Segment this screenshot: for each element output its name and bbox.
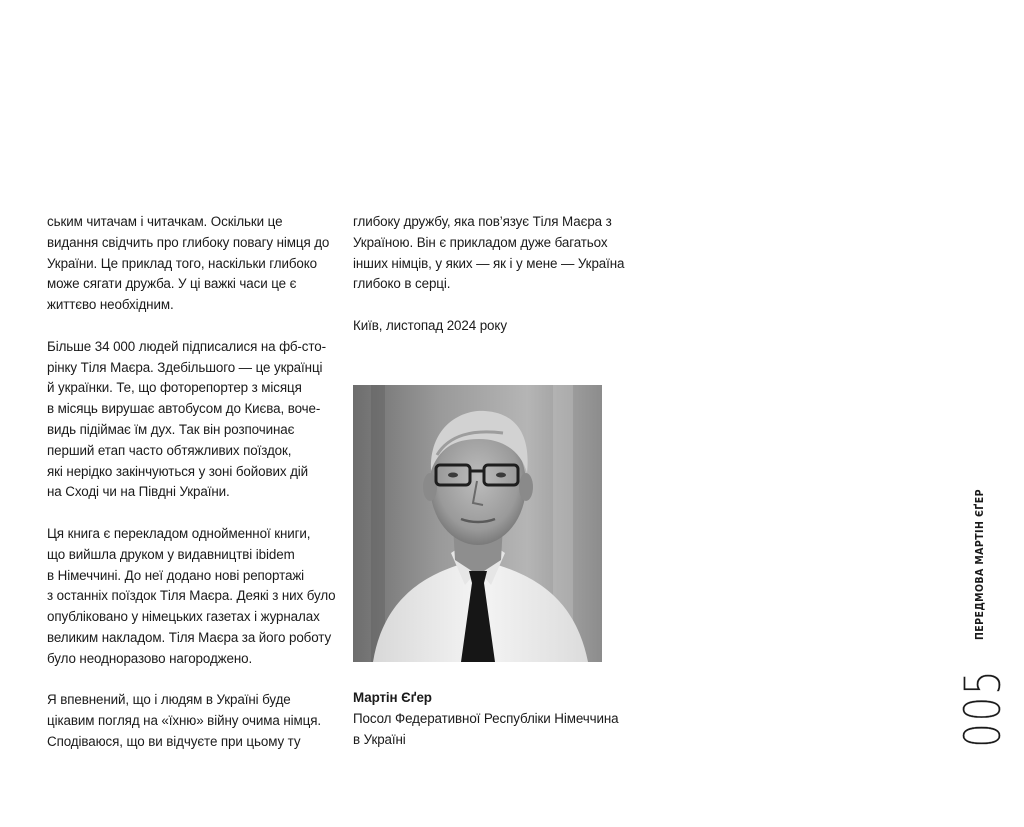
text-line: на Сході чи на Півдні України. [47,484,230,500]
text-line: було неодноразово нагороджено. [47,650,253,666]
text-line: глибоку дружбу, яка пов’язує Тіля Маєра з [353,214,612,229]
text-line: що вийшла друком у видавництві ibidem [47,546,295,562]
text-line: з останніх поїздок Тіля Маєра. Деякі з них було [47,588,336,604]
paragraph [47,524,336,670]
text-line: України. Це приклад того, наскільки глибоко [47,255,318,271]
author-portrait-photo [353,385,602,662]
page-number: 005 [954,668,1012,748]
text-line: великим накладом. Тіля Маєра за його роботу [47,629,332,645]
author-name: Мартін Єґер [353,690,432,705]
text-line: Більше 34 000 людей підписалися на фб-сто- [47,338,326,354]
paragraph [47,690,332,752]
paragraph [47,337,332,503]
paragraph [47,212,332,316]
text-line: Сподіваюся, що ви відчуєте при цьому ту [47,733,301,749]
text-line: Я впевнений, що і людям в Україні буде [47,692,291,708]
dateline [353,316,623,337]
text-line: які нерідко закінчуються у зоні бойових дій [47,463,309,479]
text-line: опубліковано у німецьких газетах і журналах [47,609,320,625]
left-text-column [47,212,336,774]
text-line: життєво необхідним. [47,297,174,313]
text-line: Київ, листопад 2024 року [353,317,507,333]
photo-caption [353,688,619,750]
text-line: й українки. Те, що фоторепортер з місяця [47,380,302,396]
author-role: в Україні [353,731,406,747]
author-role: Посол Федеративної Республіки Німеччина [353,710,619,726]
text-line: в Німеччині. До неї додано нові репортажі [47,567,305,583]
right-text-column [353,212,623,358]
text-line: може сягати дружба. У ці важкі часи це є [47,276,297,292]
section-title: ПЕРЕДМОВА МАРТІН ЄҐЕР [974,489,986,640]
text-line: глибоко в серці. [353,276,451,292]
text-line: в місяць вирушає автобусом до Києва, воче- [47,401,321,417]
text-line: Україною. Він є прикладом дуже багатьох [353,234,608,250]
paragraph [353,212,623,295]
text-line: цікавим погляд на «їхню» війну очима німця. [47,713,321,729]
text-line: перший етап часто обтяжливих поїздок, [47,442,292,458]
text-line: видь підіймає їм дух. Так він розпочинає [47,421,295,437]
text-line: видання свідчить про глибоку повагу німця до [47,234,330,250]
text-line: ським читачам і читачкам. Оскільки це [47,214,283,229]
text-line: інших німців, у яких — як і у мене — Україна [353,255,625,271]
text-line: Ця книга є перекладом однойменної книги, [47,525,311,541]
text-line: рінку Тіля Маєра. Здебільшого — це українці [47,359,323,375]
